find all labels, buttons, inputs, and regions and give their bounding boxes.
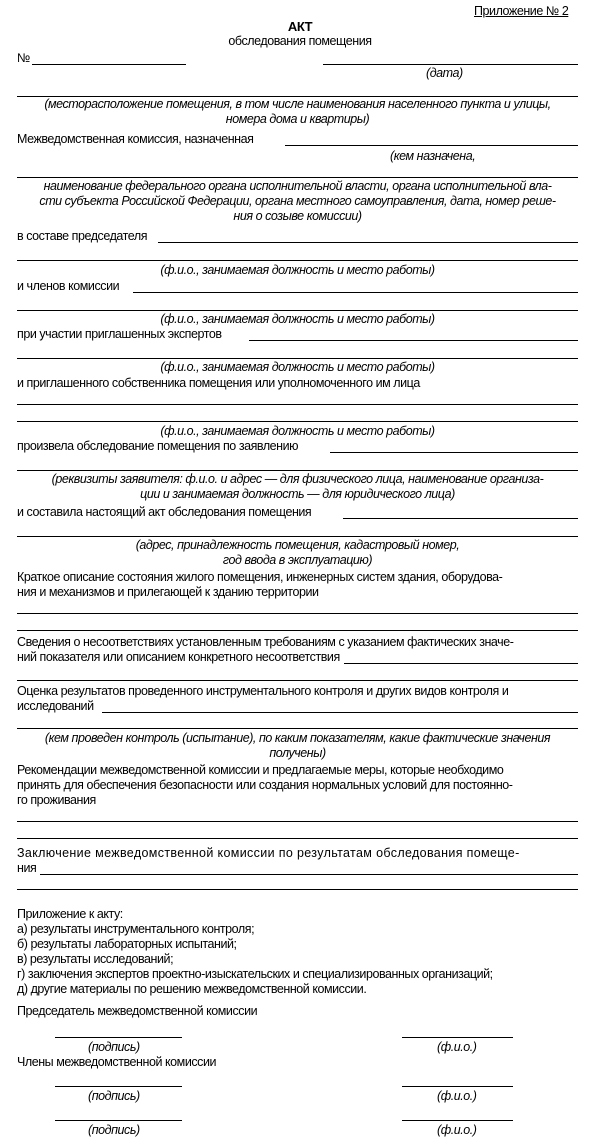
owner-field[interactable] [17,404,578,405]
fio-caption: (ф.и.о.) [437,1123,477,1137]
date-caption: (дата) [426,66,463,80]
members-field-2[interactable] [17,310,578,311]
org-caption-1: наименование федерального органа исполнительной власти, органа исполнительной вла- [43,179,552,193]
members-field[interactable] [133,292,578,293]
attachment-item: а) результаты инструментального контроля; [17,922,255,936]
recommend-text-2: принять для обеспечения безопасности или создания нормальных условий для постоянно- [17,778,513,792]
fio-caption: (ф.и.о.) [437,1040,477,1054]
description-text-2: ния и механизмов и прилегающей к зданию территории [17,585,319,599]
discrepancy-text-1: Сведения о несоответствиях установленным требованиям с указанием фактических значе- [17,635,514,649]
member-signature-field[interactable] [55,1086,182,1087]
evaluation-field-2[interactable] [17,728,578,729]
compiled-field[interactable] [343,518,578,519]
applicant-caption-1: (реквизиты заявителя: ф.и.о. и адрес — для физического лица, наименование организа- [51,472,544,486]
document-title: АКТ [287,19,313,34]
attachment-item: в) результаты исследований; [17,952,174,966]
chairman-field-2[interactable] [17,260,578,261]
owner-label: и приглашенного собственника помещения или уполномоченного им лица [17,376,420,390]
location-caption-1: (месторасположение помещения, в том числе наименования населенного пункта и улицы, [44,97,551,111]
signature-caption: (подпись) [88,1089,140,1103]
control-caption-2: получены) [269,746,326,760]
control-caption-1: (кем проведен контроль (испытание), по каким показателям, какие фактические значения [44,731,551,745]
recommend-field-2[interactable] [17,838,578,839]
commission-label: Межведомственная комиссия, назначенная [17,132,254,146]
attachment-item: д) другие материалы по решению межведомственной комиссии. [17,982,367,996]
conclusion-text-2: ния [17,861,37,875]
evaluation-text-2: исследований [17,699,94,713]
org-caption-2: сти субъекта Российской Федерации, органа местного самоуправления, дата, номер реше- [39,194,556,208]
member-fio-field[interactable] [402,1120,513,1121]
conclusion-text-1: Заключение межведомственной комиссии по результатам обследования помеще- [17,846,520,860]
inspected-label: произвела обследование помещения по заявлению [17,439,299,453]
members-label: и членов комиссии [17,279,120,293]
fio-caption: (ф.и.о.) [437,1089,477,1103]
recommend-field[interactable] [17,821,578,822]
member-fio-field[interactable] [402,1086,513,1087]
appendix-label: Приложение № 2 [474,4,569,18]
experts-label: при участии приглашенных экспертов [17,327,222,341]
applicant-caption-2: ции и занимаемая должность — для юридического лица) [140,487,455,501]
fio-caption-members: (ф.и.о., занимаемая должность и место работы) [160,312,435,326]
recommend-text-1: Рекомендации межведомственной комиссии и предлагаемые меры, которые необходимо [17,763,504,777]
chairman-label: в составе председателя [17,229,148,243]
description-field[interactable] [17,613,578,614]
evaluation-field[interactable] [102,712,578,713]
conclusion-field[interactable] [40,874,578,875]
experts-field-2[interactable] [17,358,578,359]
fio-caption-experts: (ф.и.о., занимаемая должность и место работы) [160,360,435,374]
number-prefix: № [17,51,30,65]
signature-caption: (подпись) [88,1123,140,1137]
signature-caption: (подпись) [88,1040,140,1054]
attachment-item: б) результаты лабораторных испытаний; [17,937,237,951]
description-field-2[interactable] [17,630,578,631]
evaluation-text-1: Оценка результатов проведенного инструментального контроля и других видов контроля и [17,684,509,698]
commission-appointed-field[interactable] [285,145,578,146]
fio-caption-owner: (ф.и.о., занимаемая должность и место работы) [160,424,435,438]
number-field[interactable] [32,64,186,65]
date-field[interactable] [323,64,578,65]
compiled-label: и составила настоящий акт обследования помещения [17,505,312,519]
chairman-fio-field[interactable] [402,1037,513,1038]
owner-field-2[interactable] [17,421,578,422]
discrepancy-field[interactable] [344,663,578,664]
application-field[interactable] [330,452,578,453]
application-field-2[interactable] [17,470,578,471]
discrepancy-text-2: ний показателя или описанием конкретного несоответствия [17,650,340,664]
members-signature-label: Члены межведомственной комиссии [17,1055,217,1069]
organization-field[interactable] [17,177,578,178]
discrepancy-field-2[interactable] [17,680,578,681]
recommend-text-3: го проживания [17,793,96,807]
appointed-by-caption: (кем назначена, [390,149,476,163]
address-caption-1: (адрес, принадлежность помещения, кадастровый номер, [135,538,460,552]
address-caption-2: год ввода в эксплуатацию) [222,553,373,567]
chairman-signature-label: Председатель межведомственной комиссии [17,1004,258,1018]
document-subtitle: обследования помещения [228,34,372,48]
fio-caption-chairman: (ф.и.о., занимаемая должность и место работы) [160,263,435,277]
member-signature-field[interactable] [55,1120,182,1121]
chairman-signature-field[interactable] [55,1037,182,1038]
org-caption-3: ния о созыве комиссии) [233,209,362,223]
conclusion-field-2[interactable] [17,889,578,890]
attachment-item: г) заключения экспертов проектно-изыскательских и специализированных организаций; [17,967,493,981]
experts-field[interactable] [249,340,578,341]
chairman-field[interactable] [158,242,578,243]
compiled-field-2[interactable] [17,536,578,537]
location-caption-2: номера дома и квартиры) [225,112,370,126]
description-text-1: Краткое описание состояния жилого помещения, инженерных систем здания, оборудова- [17,570,503,584]
attachments-heading: Приложение к акту: [17,907,123,921]
